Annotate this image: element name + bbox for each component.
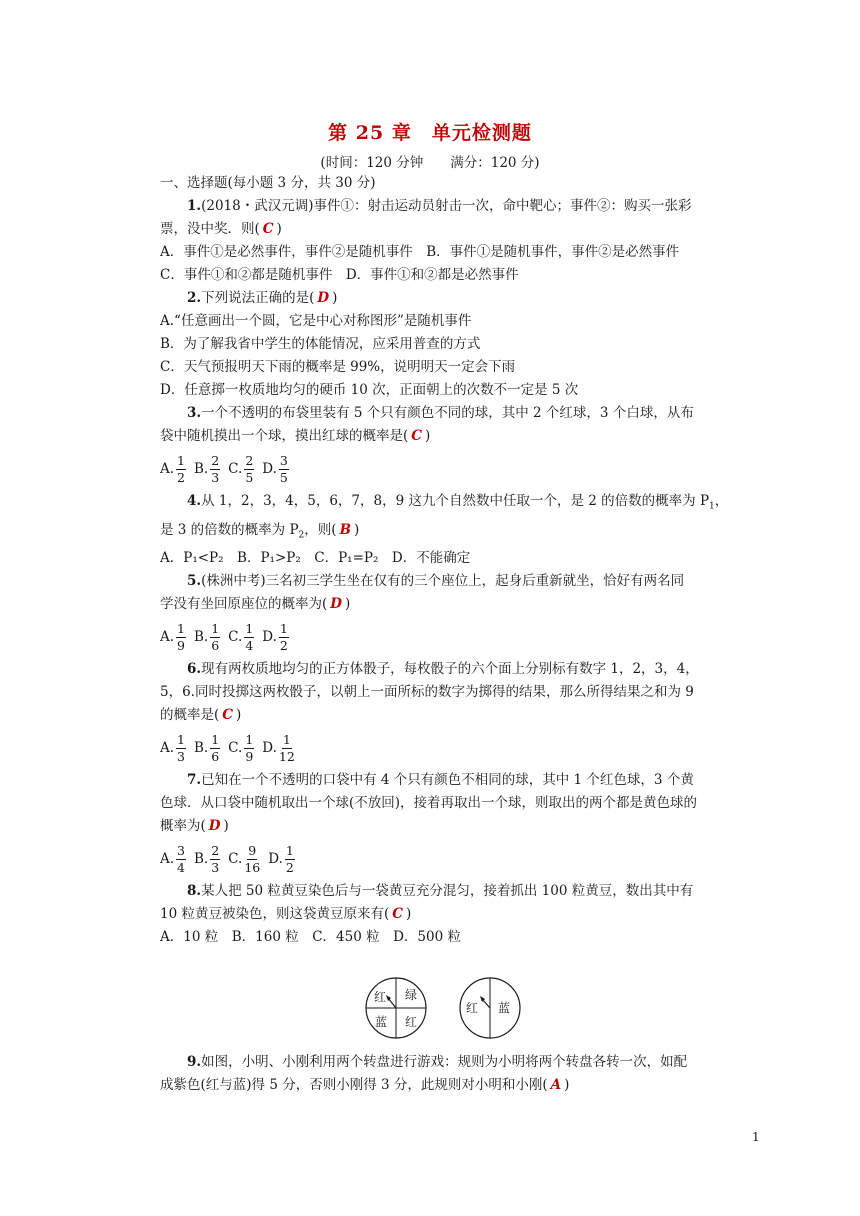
question-9-block: 9.如图，小明、小刚利用两个转盘进行游戏：规则为小明将两个转盘各转一次，如配 成紫色(红与蓝)得 5 分，否则小刚得 3 分，此规则对小明和小刚( A ) <box>160 1051 760 1097</box>
options-3 <box>160 448 760 490</box>
section-heading: 一、选择题(每小题 3 分，共 30 分) <box>160 175 376 191</box>
answer-1: C <box>262 221 274 237</box>
options-7 <box>160 838 760 880</box>
question-5: 5.(株洲中考)三名初三学生坐在仅有的三个座位上，起身后重新就坐，恰好有两名同 <box>187 573 685 590</box>
question-9: 9.如图，小明、小刚利用两个转盘进行游戏：规则为小明将两个转盘各转一次，如配 <box>187 1054 688 1070</box>
answer-3: C <box>411 428 423 444</box>
option-2d: D．任意掷一枚质地均匀的硬币 10 次，正面朝上的次数不一定是 5 次 <box>160 382 579 398</box>
spinner-1-br: 红 <box>405 1015 418 1029</box>
spinner-2-left: 红 <box>466 1001 479 1015</box>
question-7: 7.已知在一个不透明的口袋中有 4 个只有颜色不相同的球，其中 1 个红色球，3 个黄 <box>187 772 694 789</box>
exam-info: (时间：120 分钟 满分：120 分) <box>320 155 540 171</box>
spinner-1-bl: 蓝 <box>375 1015 388 1029</box>
question-8: 8.某人把 50 粒黄豆染色后与一袋黄豆充分混匀，接着抓出 100 粒黄豆，数出其中有 <box>187 883 694 900</box>
question-4: 4.从 1，2，3，4，5，6，7，8，9 这九个自然数中任取一个，是 2 的倍数的概率为 $P_1$， <box>187 493 729 512</box>
answer-8: C <box>392 906 403 923</box>
option-2c: C．天气预报明天下雨的概率是 99%，说明明天一定会下雨 <box>160 359 516 375</box>
question-list: 一、选择题(每小题 3 分，共 30 分) 1.(2018・武汉元调)事件①：射击运动员射击一次，命中靶心；事件②：购买一张彩 票，没中奖．则( C ) A．事件①是必然事件，事件②是随机事件 B．事件①是随机事件，事件②是必然事件 C．事件①和②都是随机事件 D．事件①和②都是必然事件 2.下列说法正确的是( D ) A.“任意画出一个圆，它是中心对称图形”是随机事件 B．为了解我省中学生的体能情况，应采用普查的方式 C．天气预报明天下雨的概率是 99%，说明明天一定会下雨 D．任意掷一枚质地均匀的硬币 10 次，正面朝上的次数不一定是 5 次 3.一个不透明的布袋里装有 5 个只有颜色不同的球，其中 2 个红球，3 个白球，从布 袋中随机摸出一个球，摸出红球的概率是( C ) A. $\frac{1}{2}$ B. $\frac{2}{3}$ C. $\frac{2}{5}$ D. $\frac{3}{5}$ 4.从 1，2，3，4，5，6，7，8，9 这九个自然数中任取一个，是 2 的倍数的概率为 $P_1$， 是 3 的倍数的概率为 $P_2$，则( B ) A．P₁<P₂ B．P₁>P₂ C．P₁=P₂ D．不能确定 5.(株洲中考)三名初三学生坐在仅有的三个座位上，起身后重新就坐，恰好有两名同 学没有坐回原座位的概率为( D ) A. $\frac{1}{9}$ B. $\frac{1}{6}$ C. $\frac{1}{4}$ D. $\frac{1}{2}$ 6.现有两枚质地均匀的正方体骰子，每枚骰子的六个面上分别标有数字 1，2，3，4， 5，6.同时投掷这两枚骰子，以朝上一面所标的数字为掷得的结果，那么所得结果之和为 9 的概率是( C ) A. $\frac{1}{3}$ B. $\frac{1}{6}$ C. $\frac{1}{9}$ D. $\frac{1}{12}$ 7.已知在一个不透明的口袋中有 4 个只有颜色不相同的球，其中 1 个红色球，3 个黄 色球．从口袋中随机取出一个球(不放回)，接着再取出一个球，则取出的两个都是黄色球的 概率为( D ) A. $\frac{3}{4}$ B. $\frac{2}{3}$ C. $\frac{9}{16}$ D. $\frac{1}{2}$ 8.某人把 50 粒黄豆染色后与一袋黄豆充分混匀，接着抓出 100 粒黄豆，数出其中有 10 粒黄豆被染色，则这袋黄豆原来有( C ) A．10 粒 B．160 粒 C．450 粒 D．500 粒 <box>160 172 760 949</box>
spinner-2 <box>460 978 520 1038</box>
page-title: 第 25 章 单元检测题 <box>328 122 532 144</box>
option-6b: B. $\frac{1}{6}$ <box>194 731 220 764</box>
option-7d: D. $\frac{1}{2}$ <box>268 842 294 875</box>
options-4: A．P₁<P₂ B．P₁>P₂ C．P₁=P₂ D．不能确定 <box>160 550 471 567</box>
option-6d: D. $\frac{1}{12}$ <box>262 731 295 764</box>
answer-4: B <box>339 521 351 538</box>
option-3d: D. $\frac{3}{5}$ <box>262 452 288 485</box>
option-2a: A.“任意画出一个圆，它是中心对称图形”是随机事件 <box>160 313 472 329</box>
options-1-ab: A．事件①是必然事件，事件②是随机事件 B．事件①是随机事件，事件②是必然事件 <box>160 244 680 260</box>
options-5 <box>160 616 760 658</box>
spinner-2-right: 蓝 <box>498 1001 511 1015</box>
question-2: 2.下列说法正确的是( D ) <box>187 290 338 306</box>
answer-6: C <box>222 707 234 724</box>
answer-2: D <box>317 290 330 306</box>
option-5d: D. $\frac{1}{2}$ <box>262 620 288 653</box>
option-7c: C. $\frac{9}{16}$ <box>228 842 261 875</box>
spinner-1 <box>366 978 426 1038</box>
option-5a: A. $\frac{1}{9}$ <box>160 620 185 653</box>
option-6c: C. $\frac{1}{9}$ <box>228 731 254 764</box>
option-7a: A. $\frac{3}{4}$ <box>160 842 185 875</box>
spinner-1-tl: 红 <box>374 990 387 1004</box>
options-8: A．10 粒 B．160 粒 C．450 粒 D．500 粒 <box>160 929 461 946</box>
answer-7: D <box>208 818 221 835</box>
option-5b: B. $\frac{1}{6}$ <box>194 620 220 653</box>
options-1-cd: C．事件①和②都是随机事件 D．事件①和②都是必然事件 <box>160 267 519 283</box>
answer-5: D <box>330 596 342 613</box>
page-number: 1 <box>752 1130 760 1144</box>
question-1: 1.(2018・武汉元调)事件①：射击运动员射击一次，命中靶心；事件②：购买一张彩 <box>187 198 692 214</box>
question-6: 6.现有两枚质地均匀的正方体骰子，每枚骰子的六个面上分别标有数字 1，2，3，4， <box>187 661 699 678</box>
answer-9: A <box>550 1077 562 1093</box>
spinner-1-tr: 绿 <box>405 988 418 1002</box>
option-5c: C. $\frac{1}{4}$ <box>228 620 254 653</box>
question-3: 3.一个不透明的布袋里装有 5 个只有颜色不同的球，其中 2 个红球，3 个白球，从布 <box>187 405 694 421</box>
option-2b: B．为了解我省中学生的体能情况，应采用普查的方式 <box>160 336 481 352</box>
option-7b: B. $\frac{2}{3}$ <box>194 842 220 875</box>
options-6 <box>160 727 760 769</box>
spinner-figure <box>358 974 528 1042</box>
option-6a: A. $\frac{1}{3}$ <box>160 731 185 764</box>
option-3b: B. $\frac{2}{3}$ <box>194 452 220 485</box>
option-3c: C. $\frac{2}{5}$ <box>228 452 254 485</box>
option-3a: A. $\frac{1}{2}$ <box>160 452 185 485</box>
